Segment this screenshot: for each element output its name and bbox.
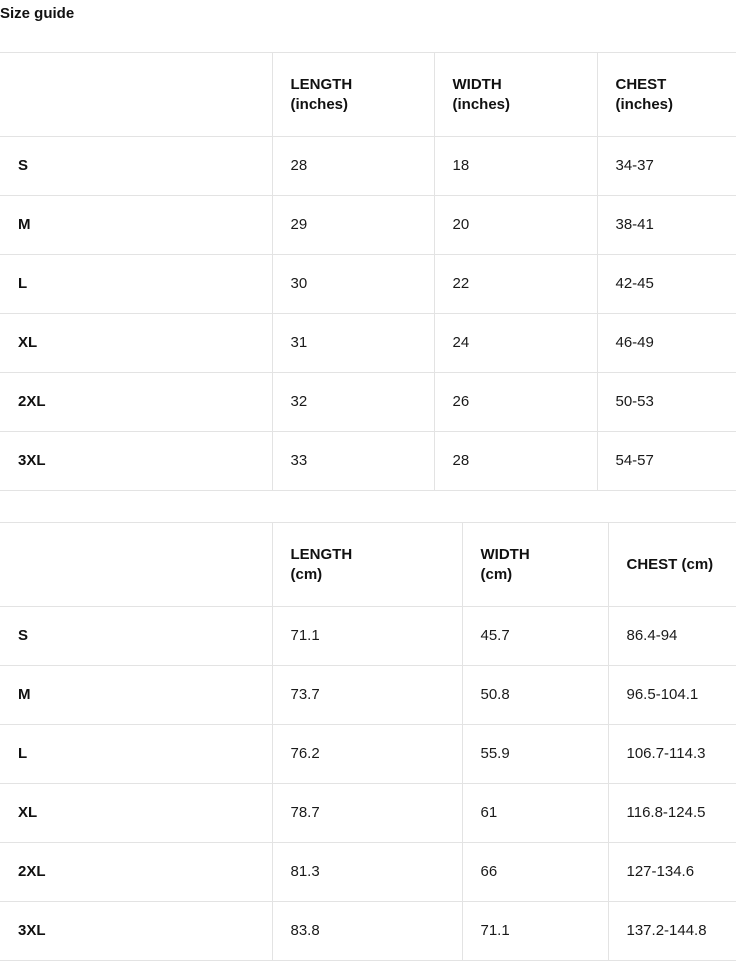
cell-length: 76.2 <box>272 725 462 784</box>
size-table-cm-head <box>0 523 736 607</box>
cell-length: 78.7 <box>272 784 462 843</box>
table-row <box>0 607 736 666</box>
cell-length: 28 <box>272 137 434 196</box>
page-title: Size guide <box>0 5 75 22</box>
column-header-width-line1: WIDTH <box>480 545 530 563</box>
cell-chest: 116.8-124.5 <box>608 784 736 843</box>
size-table-cm-body <box>0 607 736 961</box>
cell-chest: 137.2-144.8 <box>608 902 736 961</box>
column-header-length <box>272 53 434 137</box>
table-row <box>0 373 736 432</box>
cell-chest: 86.4-94 <box>608 607 736 666</box>
table-row <box>0 255 736 314</box>
column-header-width <box>462 523 608 607</box>
column-header-length-line1: LENGTH <box>290 545 353 563</box>
table-row <box>0 784 736 843</box>
cell-chest: 54-57 <box>597 432 736 491</box>
size-table-cm-wrapper <box>0 522 736 961</box>
table-row <box>0 432 736 491</box>
row-label-l: L <box>0 255 272 314</box>
cell-chest: 34-37 <box>597 137 736 196</box>
size-table-inches-wrapper <box>0 52 736 491</box>
cell-width: 24 <box>434 314 597 373</box>
column-header-chest <box>608 523 736 607</box>
column-header-chest-line2: (inches) <box>615 95 674 113</box>
size-table-inches <box>0 52 736 491</box>
cell-length: 71.1 <box>272 607 462 666</box>
row-label-3xl: 3XL <box>0 902 272 961</box>
cell-width: 22 <box>434 255 597 314</box>
size-table-inches-head <box>0 53 736 137</box>
cell-width: 18 <box>434 137 597 196</box>
row-label-2xl: 2XL <box>0 843 272 902</box>
column-header-size <box>0 523 272 607</box>
size-table-inches-body <box>0 137 736 491</box>
cell-length: 83.8 <box>272 902 462 961</box>
column-header-width <box>434 53 597 137</box>
cell-width: 45.7 <box>462 607 608 666</box>
column-header-chest-line1: CHEST <box>615 75 667 93</box>
row-label-s: S <box>0 137 272 196</box>
table-row <box>0 137 736 196</box>
row-label-m: M <box>0 196 272 255</box>
cell-length: 32 <box>272 373 434 432</box>
column-header-width-line2: (inches) <box>452 95 511 113</box>
row-label-xl: XL <box>0 314 272 373</box>
cell-width: 55.9 <box>462 725 608 784</box>
cell-chest: 106.7-114.3 <box>608 725 736 784</box>
cell-chest: 42-45 <box>597 255 736 314</box>
cell-length: 33 <box>272 432 434 491</box>
row-label-2xl: 2XL <box>0 373 272 432</box>
table-row <box>0 196 736 255</box>
table-row <box>0 725 736 784</box>
row-label-xl: XL <box>0 784 272 843</box>
column-header-length <box>272 523 462 607</box>
column-header-chest <box>597 53 736 137</box>
row-label-m: M <box>0 666 272 725</box>
column-header-length-line2: (cm) <box>290 565 323 583</box>
cell-width: 61 <box>462 784 608 843</box>
column-header-chest-line1: CHEST (cm) <box>626 555 714 573</box>
row-label-s: S <box>0 607 272 666</box>
table-header-row <box>0 523 736 607</box>
cell-width: 20 <box>434 196 597 255</box>
table-row <box>0 902 736 961</box>
column-header-length-line1: LENGTH <box>290 75 353 93</box>
cell-width: 50.8 <box>462 666 608 725</box>
table-header-row <box>0 53 736 137</box>
cell-width: 26 <box>434 373 597 432</box>
cell-chest: 96.5-104.1 <box>608 666 736 725</box>
column-header-size <box>0 53 272 137</box>
cell-length: 81.3 <box>272 843 462 902</box>
cell-chest: 50-53 <box>597 373 736 432</box>
table-row <box>0 666 736 725</box>
cell-width: 71.1 <box>462 902 608 961</box>
table-row <box>0 314 736 373</box>
row-label-3xl: 3XL <box>0 432 272 491</box>
cell-chest: 127-134.6 <box>608 843 736 902</box>
size-table-cm <box>0 522 736 961</box>
cell-length: 29 <box>272 196 434 255</box>
row-label-l: L <box>0 725 272 784</box>
cell-length: 31 <box>272 314 434 373</box>
table-row <box>0 843 736 902</box>
cell-width: 28 <box>434 432 597 491</box>
cell-chest: 38-41 <box>597 196 736 255</box>
column-header-width-line1: WIDTH <box>452 75 502 93</box>
cell-length: 30 <box>272 255 434 314</box>
cell-chest: 46-49 <box>597 314 736 373</box>
column-header-length-line2: (inches) <box>290 95 349 113</box>
cell-length: 73.7 <box>272 666 462 725</box>
column-header-width-line2: (cm) <box>480 565 513 583</box>
cell-width: 66 <box>462 843 608 902</box>
